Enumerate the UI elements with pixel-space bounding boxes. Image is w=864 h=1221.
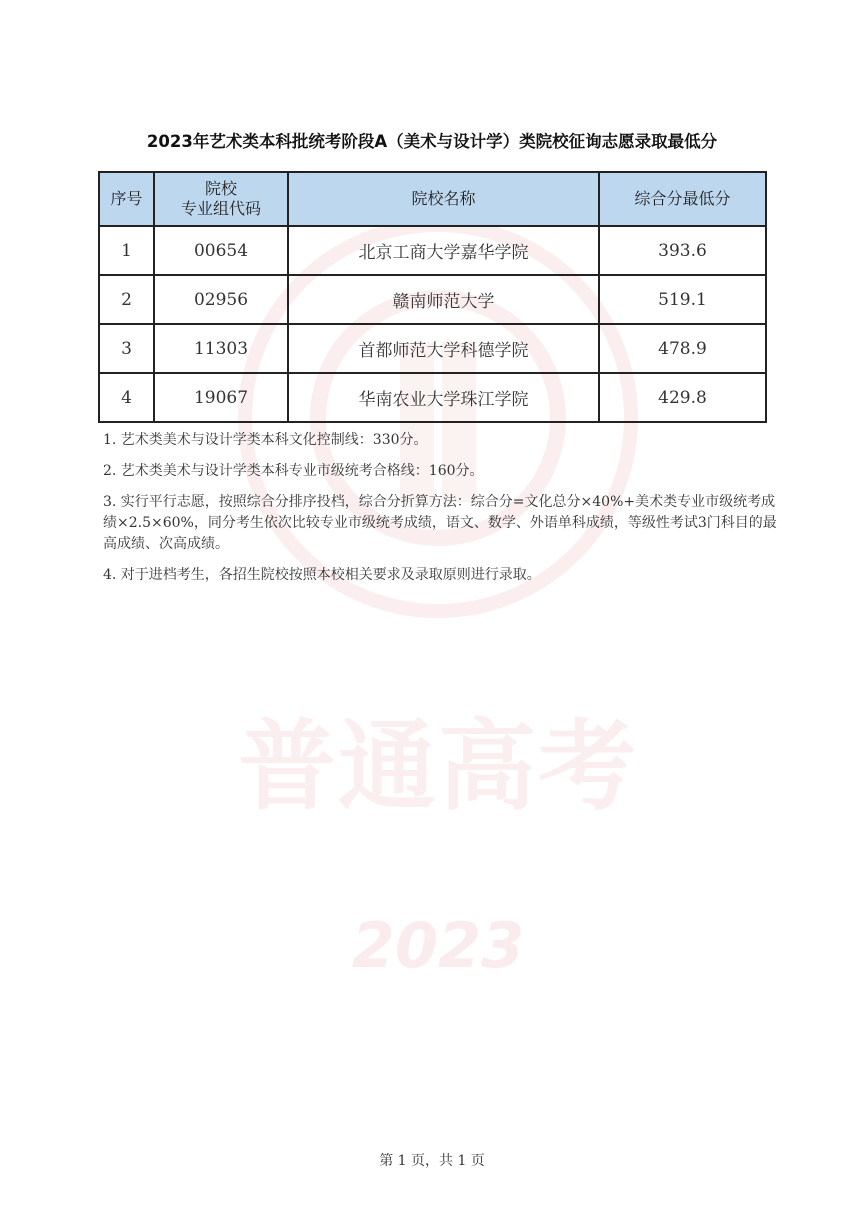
table-row bbox=[99, 226, 766, 275]
cell-code: 19067 bbox=[154, 373, 288, 422]
note-item: 2. 艺术类美术与设计学类本科专业市级统考合格线：160分。 bbox=[103, 463, 484, 479]
table-header-row bbox=[99, 172, 766, 226]
header-code-line1: 院校 bbox=[204, 179, 237, 198]
cell-score: 519.1 bbox=[599, 275, 766, 324]
score-table bbox=[98, 171, 767, 423]
cell-name: 北京工商大学嘉华学院 bbox=[288, 226, 599, 275]
cell-index: 1 bbox=[99, 226, 154, 275]
header-index: 序号 bbox=[99, 172, 154, 226]
note-item: 3. 实行平行志愿，按照综合分排序投档，综合分折算方法：综合分=文化总分×40%+美术类专业市级统考成绩×2.5×60%，同分考生依次比较专业市级统考成绩，语文、数学、外语单科成绩，等级性考试3门科目的最高成绩、次高成绩。 bbox=[103, 494, 777, 552]
header-code-line2: 专业组代码 bbox=[180, 199, 261, 218]
cell-score: 478.9 bbox=[599, 324, 766, 373]
cell-code: 11303 bbox=[154, 324, 288, 373]
cell-name: 赣南师范大学 bbox=[288, 275, 599, 324]
watermark-main-text: 普通高考 bbox=[238, 710, 639, 824]
cell-code: 02956 bbox=[154, 275, 288, 324]
cell-code: 00654 bbox=[154, 226, 288, 275]
cell-score: 393.6 bbox=[599, 226, 766, 275]
cell-index: 3 bbox=[99, 324, 154, 373]
note-item: 4. 对于进档考生，各招生院校按照本校相关要求及录取原则进行录取。 bbox=[103, 567, 541, 583]
note-item: 1. 艺术类美术与设计学类本科文化控制线：330分。 bbox=[103, 432, 428, 448]
notes-section bbox=[103, 430, 783, 596]
header-score: 综合分最低分 bbox=[599, 172, 766, 226]
cell-index: 4 bbox=[99, 373, 154, 422]
header-code bbox=[154, 172, 288, 226]
cell-name: 华南农业大学珠江学院 bbox=[288, 373, 599, 422]
table-row bbox=[99, 275, 766, 324]
cell-name: 首都师范大学科德学院 bbox=[288, 324, 599, 373]
cell-index: 2 bbox=[99, 275, 154, 324]
page-footer: 第 1 页，共 1 页 bbox=[379, 1153, 485, 1169]
header-name: 院校名称 bbox=[288, 172, 599, 226]
document-title: 2023年艺术类本科批统考阶段A（美术与设计学）类院校征询志愿录取最低分 bbox=[146, 132, 718, 151]
table-row bbox=[99, 324, 766, 373]
watermark-year-text: 2023 bbox=[351, 909, 525, 982]
cell-score: 429.8 bbox=[599, 373, 766, 422]
table-row bbox=[99, 373, 766, 422]
